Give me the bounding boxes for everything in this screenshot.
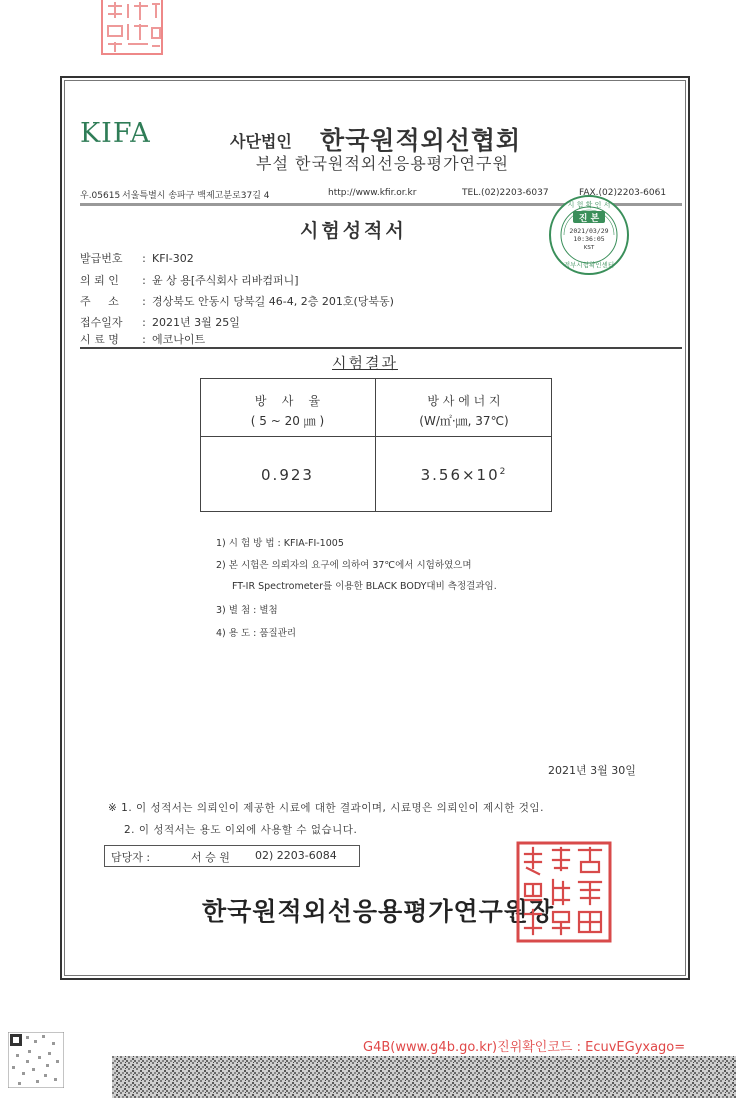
seal-bottom-text: 정부시험확인센터 [563,261,615,269]
contact-label: 담당자 : [111,851,151,864]
issue-date: 2021년 3월 30일 [548,764,636,777]
note-test-method: 1) 시 험 방 법 : KFIA-FI-1005 [216,538,344,549]
info-rule [80,347,682,349]
info-value: KFI-302 [152,252,194,265]
energy-value [376,466,552,484]
table-divider [200,436,552,437]
org-prefix: 사단법인 [230,132,292,151]
contact-name: 서 승 원 [191,851,230,864]
info-row-address: 주 소 : 경상북도 안동시 당북길 46-4, 2층 201호(당북동) [80,295,394,308]
emissivity-value: 0.923 [261,466,314,484]
verification-code: G4B(www.g4b.go.kr)진위확인코드 : EcuvEGyxago= [363,1040,686,1055]
qr-code-icon[interactable] [8,1032,64,1088]
note-measurement: FT-IR Spectrometer를 이용한 BLACK BODY대비 측정결과임. [232,581,497,592]
note-test-condition: 2) 본 시험은 의뢰자의 요구에 의하여 37℃에서 시험하였으며 [216,560,472,571]
contact-phone: 02) 2203-6084 [255,849,337,862]
table-unit-emissivity: ( 5 ~ 20 ㎛ ) [250,414,325,428]
seal-date: 2021/03/29 [569,227,609,235]
info-label: 의 뢰 인 [80,274,119,287]
seal-center-text: 진 본 [578,214,600,224]
postal-code: 우.05615 [80,191,121,201]
remark-1: ※ 1. 이 성적서는 의뢰인이 제공한 시료에 대한 결과이며, 시료명은 의뢰인이 제시한 것임. [108,802,544,814]
fax: FAX.(02)2203-6061 [579,188,667,198]
info-row-received-date: 접수일자 : 2021년 3월 25일 [80,316,240,329]
info-value: 에코나이트 [152,333,206,346]
org-subtitle: 부설 한국원적외선응용평가연구원 [256,154,509,173]
info-value: 윤 상 용[주식회사 리바컴퍼니] [152,274,299,287]
website-link[interactable]: http://www.kfir.or.kr [328,188,417,198]
document-title: 시험성적서 [300,220,407,242]
table-unit-energy: (W/㎡·㎛, 37℃) [419,414,509,428]
kifa-logo: KIFA [80,118,151,149]
info-label: 접수일자 [80,316,123,329]
info-label: 발급번호 [80,252,123,265]
org-name: 한국원적외선협회 [320,126,522,155]
info-value: 경상북도 안동시 당북길 46-4, 2층 201호(당북동) [152,295,394,308]
table-header-emissivity: 방 사 율 [254,394,321,408]
results-title: 시험결과 [332,354,398,372]
info-value: 2021년 3월 25일 [152,316,240,329]
info-label: 주 소 [80,295,119,308]
remark-2: 2. 이 성적서는 용도 이외에 사용할 수 없습니다. [124,824,358,836]
energy-exponent: 2 [499,467,508,477]
seal-top-text: 시 험 확 인 서 [567,201,611,209]
energy-mantissa: 3.56×10 [420,466,500,484]
info-row-client: 의 뢰 인 : 윤 상 용[주식회사 리바컴퍼니] [80,274,299,287]
telephone: TEL.(02)2203-6037 [462,188,549,198]
official-seal-stamp [515,840,613,944]
table-header-energy: 방 사 에 너 지 [427,394,501,408]
info-row-issue-number: 발급번호 : KFI-302 [80,252,194,265]
info-row-sample-name: 시 료 명 : 에코나이트 [80,333,206,346]
authenticity-seal-icon [548,194,630,276]
note-purpose: 4) 용 도 : 품질관리 [216,628,297,639]
security-barcode-image [112,1056,736,1098]
address: 서울특별시 송파구 백제고분로37길 4 [122,191,270,201]
seal-kst: KST [583,245,595,251]
info-label: 시 료 명 [80,333,119,346]
seal-time: 10:36:05 [573,235,605,243]
contact-box [104,845,360,867]
note-attachment: 3) 별 첨 : 별첨 [216,605,278,616]
top-stamp-image [100,0,164,58]
institute-director: 한국원적외선응용평가연구원장 [202,897,555,926]
